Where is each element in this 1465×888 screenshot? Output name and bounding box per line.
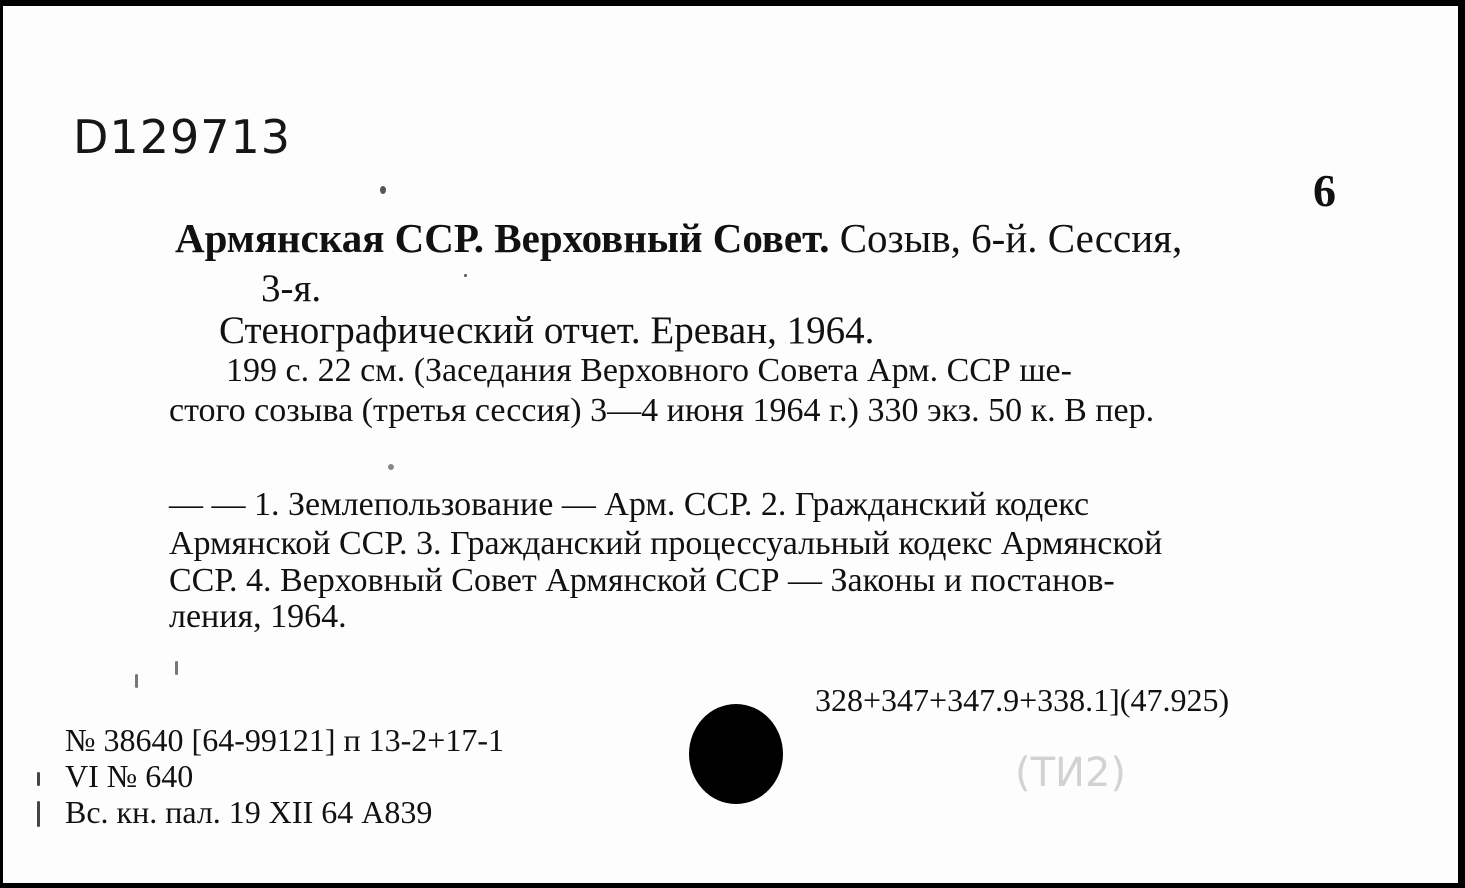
registry-line-1: № 38640 [64-99121] п 13-2+17-1 bbox=[65, 722, 504, 758]
ink-speck bbox=[464, 274, 467, 277]
ink-speck bbox=[37, 772, 40, 786]
subjects-line-2: Армянской ССР. 3. Гражданский процессуальный кодекс Армянской bbox=[169, 525, 1163, 562]
heading-author: Армянская ССР. Верховный Совет. bbox=[175, 215, 830, 261]
handwritten-call-number: D129713 bbox=[73, 110, 292, 164]
punch-hole bbox=[689, 704, 783, 804]
faint-stamp: (ТИ2) bbox=[1015, 750, 1127, 796]
subjects-line-1: — — 1. Землепользование — Арм. ССР. 2. Гражданский кодекс bbox=[169, 486, 1090, 523]
description-line-1: 199 с. 22 см. (Заседания Верховного Совета Арм. ССР ше- bbox=[226, 352, 1072, 389]
ink-speck bbox=[175, 661, 178, 675]
classification-code: 328+347+347.9+338.1](47.925) bbox=[815, 682, 1230, 718]
heading-rest: Созыв, 6-й. Сессия, bbox=[839, 215, 1183, 261]
ink-speck bbox=[37, 801, 40, 827]
heading-continuation: 3-я. bbox=[261, 267, 322, 310]
heading-line bbox=[175, 214, 1182, 262]
subjects-line-4: ления, 1964. bbox=[169, 598, 347, 635]
registry-line-2: VI № 640 bbox=[65, 758, 194, 794]
ink-speck bbox=[380, 186, 386, 194]
title-line: Стенографический отчет. Ереван, 1964. bbox=[219, 309, 875, 352]
subjects-line-3: ССР. 4. Верховный Совет Армянской ССР — Законы и постанов- bbox=[169, 562, 1115, 599]
ink-speck bbox=[135, 674, 138, 688]
card-number: 6 bbox=[1313, 165, 1336, 216]
ink-speck bbox=[388, 464, 394, 470]
description-line-2: стого созыва (третья сессия) 3—4 июня 1964 г.) 330 экз. 50 к. В пер. bbox=[169, 392, 1155, 429]
registry-line-3: Вс. кн. пал. 19 XII 64 А839 bbox=[65, 794, 433, 830]
